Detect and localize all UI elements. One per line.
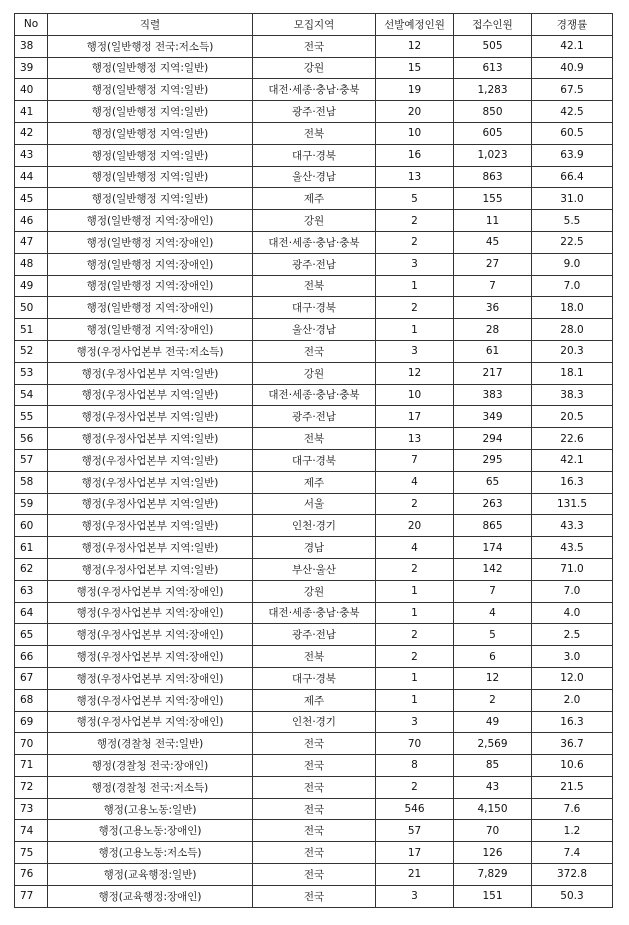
position-cell: 행정(일반행정 지역:장애인) [48,210,253,232]
table-row [15,624,613,646]
position-cell: 행정(우정사업본부 지역:장애인) [48,624,253,646]
region-cell: 전북 [253,275,376,297]
planned-hires-cell: 1 [376,667,454,689]
planned-hires-cell: 2 [376,646,454,668]
position-cell: 행정(우정사업본부 지역:일반) [48,515,253,537]
region-cell: 제주 [253,471,376,493]
planned-hires-cell: 2 [376,297,454,319]
region-cell: 대구·경북 [253,144,376,166]
region-cell: 광주·전남 [253,406,376,428]
planned-hires-cell: 2 [376,210,454,232]
position-cell: 행정(우정사업본부 전국:저소득) [48,340,253,362]
region-cell: 대전·세종·충남·충북 [253,602,376,624]
planned-hires-cell: 8 [376,755,454,777]
position-cell: 행정(교육행정:일반) [48,864,253,886]
applicants-cell: 45 [454,231,532,253]
competition-rate-cell: 36.7 [532,733,613,755]
table-row [15,689,613,711]
table-row [15,57,613,79]
table-row [15,537,613,559]
position-cell: 행정(우정사업본부 지역:일반) [48,493,253,515]
applicants-cell: 263 [454,493,532,515]
row-number: 77 [15,885,48,907]
row-number: 53 [15,362,48,384]
table-row [15,340,613,362]
row-number: 45 [15,188,48,210]
position-cell: 행정(일반행정 전국:저소득) [48,35,253,57]
row-number: 56 [15,428,48,450]
position-cell: 행정(일반행정 지역:장애인) [48,319,253,341]
table-row [15,667,613,689]
planned-hires-cell: 4 [376,537,454,559]
position-cell: 행정(고용노동:일반) [48,798,253,820]
region-cell: 강원 [253,362,376,384]
competition-rate-cell: 9.0 [532,253,613,275]
row-number: 38 [15,35,48,57]
table-row [15,275,613,297]
row-number: 47 [15,231,48,253]
table-row [15,733,613,755]
table-row [15,166,613,188]
table-row [15,319,613,341]
table-row [15,580,613,602]
competition-rate-cell: 131.5 [532,493,613,515]
header-position: 직렬 [48,14,253,36]
applicants-cell: 4 [454,602,532,624]
row-number: 62 [15,558,48,580]
competition-rate-cell: 10.6 [532,755,613,777]
applicants-cell: 605 [454,122,532,144]
competition-rate-cell: 4.0 [532,602,613,624]
table-row [15,493,613,515]
competition-rate-cell: 50.3 [532,885,613,907]
planned-hires-cell: 4 [376,471,454,493]
competition-rate-table-container [14,13,613,908]
competition-rate-table [14,13,613,908]
competition-rate-cell: 7.6 [532,798,613,820]
row-number: 74 [15,820,48,842]
row-number: 65 [15,624,48,646]
row-number: 68 [15,689,48,711]
position-cell: 행정(우정사업본부 지역:장애인) [48,646,253,668]
position-cell: 행정(일반행정 지역:일반) [48,57,253,79]
region-cell: 대전·세종·충남·충북 [253,231,376,253]
row-number: 49 [15,275,48,297]
applicants-cell: 1,023 [454,144,532,166]
table-row [15,755,613,777]
planned-hires-cell: 2 [376,624,454,646]
position-cell: 행정(우정사업본부 지역:장애인) [48,580,253,602]
row-number: 64 [15,602,48,624]
applicants-cell: 865 [454,515,532,537]
table-row [15,406,613,428]
region-cell: 대구·경북 [253,667,376,689]
applicants-cell: 174 [454,537,532,559]
competition-rate-cell: 63.9 [532,144,613,166]
planned-hires-cell: 3 [376,340,454,362]
planned-hires-cell: 17 [376,406,454,428]
competition-rate-cell: 42.1 [532,35,613,57]
competition-rate-cell: 38.3 [532,384,613,406]
competition-rate-cell: 31.0 [532,188,613,210]
competition-rate-cell: 18.1 [532,362,613,384]
competition-rate-cell: 21.5 [532,776,613,798]
planned-hires-cell: 3 [376,253,454,275]
row-number: 70 [15,733,48,755]
planned-hires-cell: 1 [376,275,454,297]
position-cell: 행정(우정사업본부 지역:장애인) [48,689,253,711]
region-cell: 광주·전남 [253,253,376,275]
competition-rate-cell: 7.4 [532,842,613,864]
row-number: 73 [15,798,48,820]
region-cell: 강원 [253,580,376,602]
competition-rate-cell: 28.0 [532,319,613,341]
header-planned-hires: 선발예정인원 [376,14,454,36]
planned-hires-cell: 1 [376,689,454,711]
planned-hires-cell: 12 [376,362,454,384]
table-row [15,449,613,471]
table-row [15,711,613,733]
planned-hires-cell: 7 [376,449,454,471]
competition-rate-cell: 18.0 [532,297,613,319]
row-number: 72 [15,776,48,798]
competition-rate-cell: 43.5 [532,537,613,559]
competition-rate-cell: 66.4 [532,166,613,188]
position-cell: 행정(우정사업본부 지역:일반) [48,449,253,471]
table-row [15,646,613,668]
region-cell: 인천·경기 [253,711,376,733]
applicants-cell: 28 [454,319,532,341]
planned-hires-cell: 15 [376,57,454,79]
planned-hires-cell: 546 [376,798,454,820]
table-row [15,602,613,624]
row-number: 42 [15,122,48,144]
planned-hires-cell: 2 [376,776,454,798]
table-row [15,297,613,319]
position-cell: 행정(경찰청 전국:저소득) [48,776,253,798]
region-cell: 강원 [253,210,376,232]
applicants-cell: 850 [454,101,532,123]
position-cell: 행정(일반행정 지역:장애인) [48,231,253,253]
position-cell: 행정(일반행정 지역:일반) [48,166,253,188]
competition-rate-cell: 3.0 [532,646,613,668]
region-cell: 전북 [253,646,376,668]
competition-rate-cell: 22.5 [532,231,613,253]
row-number: 66 [15,646,48,668]
planned-hires-cell: 10 [376,384,454,406]
row-number: 44 [15,166,48,188]
applicants-cell: 1,283 [454,79,532,101]
table-row [15,122,613,144]
table-row [15,471,613,493]
competition-rate-cell: 43.3 [532,515,613,537]
region-cell: 제주 [253,689,376,711]
region-cell: 전국 [253,35,376,57]
planned-hires-cell: 3 [376,885,454,907]
competition-rate-cell: 2.0 [532,689,613,711]
competition-rate-cell: 22.6 [532,428,613,450]
row-number: 58 [15,471,48,493]
region-cell: 전국 [253,776,376,798]
planned-hires-cell: 21 [376,864,454,886]
row-number: 57 [15,449,48,471]
planned-hires-cell: 57 [376,820,454,842]
position-cell: 행정(일반행정 지역:일반) [48,122,253,144]
region-cell: 전국 [253,733,376,755]
applicants-cell: 349 [454,406,532,428]
planned-hires-cell: 13 [376,428,454,450]
planned-hires-cell: 20 [376,101,454,123]
position-cell: 행정(우정사업본부 지역:일반) [48,384,253,406]
competition-rate-cell: 67.5 [532,79,613,101]
competition-rate-cell: 12.0 [532,667,613,689]
table-row [15,210,613,232]
row-number: 52 [15,340,48,362]
row-number: 39 [15,57,48,79]
applicants-cell: 295 [454,449,532,471]
table-row [15,101,613,123]
table-row [15,35,613,57]
region-cell: 인천·경기 [253,515,376,537]
applicants-cell: 61 [454,340,532,362]
planned-hires-cell: 2 [376,493,454,515]
competition-rate-cell: 71.0 [532,558,613,580]
applicants-cell: 11 [454,210,532,232]
applicants-cell: 7,829 [454,864,532,886]
applicants-cell: 6 [454,646,532,668]
region-cell: 광주·전남 [253,624,376,646]
row-number: 71 [15,755,48,777]
table-row [15,188,613,210]
region-cell: 강원 [253,57,376,79]
region-cell: 전국 [253,885,376,907]
competition-rate-cell: 372.8 [532,864,613,886]
position-cell: 행정(우정사업본부 지역:장애인) [48,602,253,624]
applicants-cell: 151 [454,885,532,907]
applicants-cell: 65 [454,471,532,493]
region-cell: 전국 [253,798,376,820]
position-cell: 행정(일반행정 지역:장애인) [48,297,253,319]
applicants-cell: 217 [454,362,532,384]
header-applicants: 접수인원 [454,14,532,36]
table-row [15,820,613,842]
row-number: 67 [15,667,48,689]
row-number: 51 [15,319,48,341]
applicants-cell: 12 [454,667,532,689]
row-number: 60 [15,515,48,537]
table-row [15,515,613,537]
position-cell: 행정(우정사업본부 지역:일반) [48,428,253,450]
table-row [15,253,613,275]
applicants-cell: 85 [454,755,532,777]
competition-rate-cell: 42.5 [532,101,613,123]
applicants-cell: 7 [454,275,532,297]
row-number: 46 [15,210,48,232]
position-cell: 행정(교육행정:장애인) [48,885,253,907]
region-cell: 대전·세종·충남·충북 [253,384,376,406]
planned-hires-cell: 16 [376,144,454,166]
table-row [15,231,613,253]
region-cell: 울산·경남 [253,166,376,188]
table-row [15,384,613,406]
region-cell: 부산·울산 [253,558,376,580]
position-cell: 행정(고용노동:저소득) [48,842,253,864]
applicants-cell: 142 [454,558,532,580]
table-row [15,798,613,820]
planned-hires-cell: 13 [376,166,454,188]
applicants-cell: 27 [454,253,532,275]
region-cell: 전국 [253,755,376,777]
region-cell: 대구·경북 [253,297,376,319]
applicants-cell: 5 [454,624,532,646]
applicants-cell: 505 [454,35,532,57]
position-cell: 행정(우정사업본부 지역:일반) [48,362,253,384]
planned-hires-cell: 17 [376,842,454,864]
header-row [15,14,613,36]
applicants-cell: 155 [454,188,532,210]
applicants-cell: 126 [454,842,532,864]
row-number: 40 [15,79,48,101]
competition-rate-cell: 5.5 [532,210,613,232]
region-cell: 전국 [253,842,376,864]
header-competition-rate: 경쟁률 [532,14,613,36]
region-cell: 광주·전남 [253,101,376,123]
position-cell: 행정(일반행정 지역:일반) [48,101,253,123]
region-cell: 대구·경북 [253,449,376,471]
position-cell: 행정(우정사업본부 지역:일반) [48,537,253,559]
applicants-cell: 43 [454,776,532,798]
applicants-cell: 383 [454,384,532,406]
table-row [15,362,613,384]
competition-rate-cell: 20.3 [532,340,613,362]
position-cell: 행정(일반행정 지역:일반) [48,144,253,166]
competition-rate-cell: 60.5 [532,122,613,144]
planned-hires-cell: 12 [376,35,454,57]
row-number: 43 [15,144,48,166]
position-cell: 행정(일반행정 지역:일반) [48,188,253,210]
competition-rate-cell: 1.2 [532,820,613,842]
position-cell: 행정(경찰청 전국:장애인) [48,755,253,777]
row-number: 63 [15,580,48,602]
table-row [15,885,613,907]
table-row [15,864,613,886]
applicants-cell: 36 [454,297,532,319]
region-cell: 제주 [253,188,376,210]
region-cell: 전북 [253,428,376,450]
applicants-cell: 2,569 [454,733,532,755]
planned-hires-cell: 20 [376,515,454,537]
planned-hires-cell: 2 [376,558,454,580]
region-cell: 울산·경남 [253,319,376,341]
position-cell: 행정(우정사업본부 지역:일반) [48,471,253,493]
region-cell: 전국 [253,820,376,842]
competition-rate-cell: 7.0 [532,580,613,602]
position-cell: 행정(일반행정 지역:장애인) [48,253,253,275]
region-cell: 전국 [253,864,376,886]
header-region: 모집지역 [253,14,376,36]
applicants-cell: 70 [454,820,532,842]
position-cell: 행정(경찰청 전국:일반) [48,733,253,755]
row-number: 41 [15,101,48,123]
competition-rate-cell: 16.3 [532,471,613,493]
region-cell: 전국 [253,340,376,362]
applicants-cell: 4,150 [454,798,532,820]
row-number: 48 [15,253,48,275]
table-row [15,144,613,166]
competition-rate-cell: 16.3 [532,711,613,733]
table-row [15,776,613,798]
planned-hires-cell: 1 [376,319,454,341]
table-row [15,558,613,580]
table-row [15,842,613,864]
planned-hires-cell: 3 [376,711,454,733]
row-number: 54 [15,384,48,406]
competition-rate-cell: 42.1 [532,449,613,471]
row-number: 69 [15,711,48,733]
competition-rate-cell: 20.5 [532,406,613,428]
position-cell: 행정(일반행정 지역:장애인) [48,275,253,297]
region-cell: 서울 [253,493,376,515]
position-cell: 행정(일반행정 지역:일반) [48,79,253,101]
applicants-cell: 49 [454,711,532,733]
planned-hires-cell: 10 [376,122,454,144]
row-number: 55 [15,406,48,428]
row-number: 75 [15,842,48,864]
table-row [15,428,613,450]
position-cell: 행정(우정사업본부 지역:일반) [48,406,253,428]
applicants-cell: 863 [454,166,532,188]
position-cell: 행정(우정사업본부 지역:장애인) [48,667,253,689]
region-cell: 경남 [253,537,376,559]
planned-hires-cell: 1 [376,580,454,602]
applicants-cell: 7 [454,580,532,602]
planned-hires-cell: 2 [376,231,454,253]
competition-rate-cell: 7.0 [532,275,613,297]
applicants-cell: 294 [454,428,532,450]
competition-rate-cell: 2.5 [532,624,613,646]
region-cell: 대전·세종·충남·충북 [253,79,376,101]
row-number: 76 [15,864,48,886]
planned-hires-cell: 19 [376,79,454,101]
table-row [15,79,613,101]
header-no: No [15,14,48,36]
competition-rate-cell: 40.9 [532,57,613,79]
planned-hires-cell: 5 [376,188,454,210]
position-cell: 행정(우정사업본부 지역:일반) [48,558,253,580]
applicants-cell: 2 [454,689,532,711]
region-cell: 전북 [253,122,376,144]
applicants-cell: 613 [454,57,532,79]
row-number: 59 [15,493,48,515]
row-number: 61 [15,537,48,559]
planned-hires-cell: 1 [376,602,454,624]
row-number: 50 [15,297,48,319]
position-cell: 행정(고용노동:장애인) [48,820,253,842]
position-cell: 행정(우정사업본부 지역:장애인) [48,711,253,733]
planned-hires-cell: 70 [376,733,454,755]
